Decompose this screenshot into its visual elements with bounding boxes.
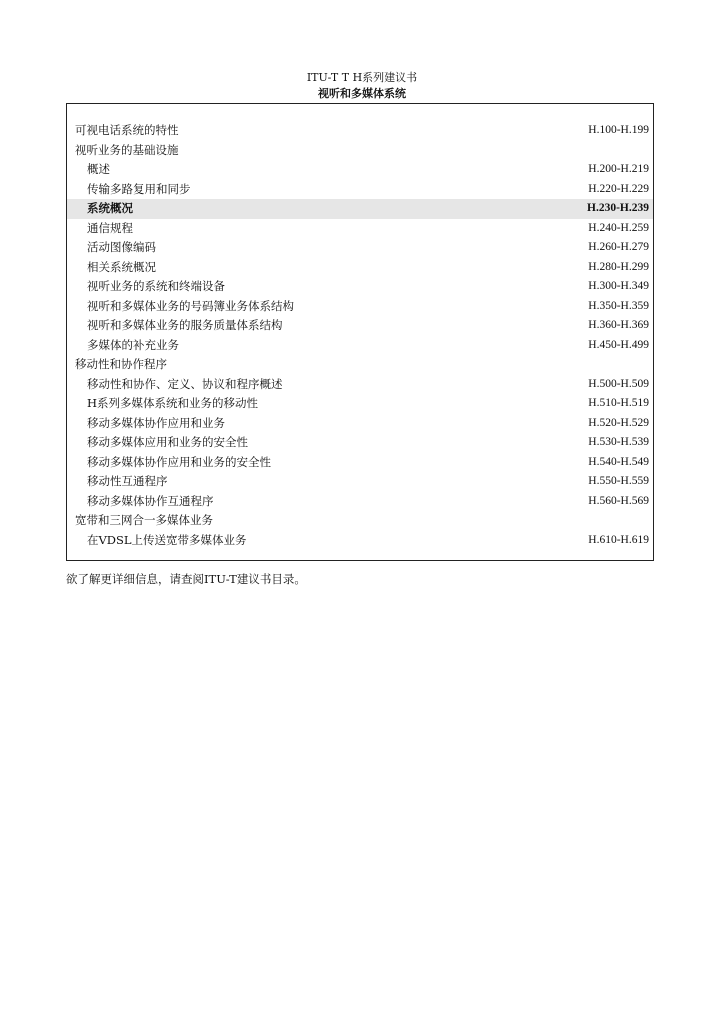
row-code: H.610-H.619 xyxy=(588,533,649,546)
page-header xyxy=(0,70,724,102)
row-label: 视听和多媒体业务的服务质量体系结构 xyxy=(87,318,283,332)
table-row xyxy=(67,472,653,492)
table-row xyxy=(67,531,653,551)
row-code: H.280-H.299 xyxy=(588,260,649,273)
row-label: 可视电话系统的特性 xyxy=(75,123,179,137)
row-code: H.560-H.569 xyxy=(588,494,649,507)
table-row xyxy=(67,492,653,512)
table-row xyxy=(67,121,653,141)
row-code: H.230-H.239 xyxy=(587,202,649,214)
series-subtitle: 视听和多媒体系统 xyxy=(318,87,406,100)
row-code: H.510-H.519 xyxy=(588,397,649,409)
table-row xyxy=(67,219,653,239)
row-code: H.500-H.509 xyxy=(588,377,649,390)
row-label: 移动性和协作、定义、协议和程序概述 xyxy=(87,376,283,391)
row-label: 相关系统概况 xyxy=(87,259,156,274)
table-row xyxy=(67,297,653,317)
row-label: 移动性互通程序 xyxy=(87,474,168,488)
row-code: H.200-H.219 xyxy=(588,163,649,175)
table-rows xyxy=(67,121,653,550)
table-row xyxy=(67,160,653,180)
row-label: 移动多媒体应用和业务的安全性 xyxy=(87,435,248,449)
table-row xyxy=(67,258,653,278)
footer-note: 欲了解更详细信息，请查阅ITU-T建议书目录。 xyxy=(66,572,306,586)
row-label: 传输多路复用和同步 xyxy=(87,181,191,196)
row-code: H.220-H.229 xyxy=(588,182,649,195)
table-row xyxy=(67,316,653,336)
table-row xyxy=(67,453,653,473)
row-code: H.450-H.499 xyxy=(588,338,649,351)
row-code: H.350-H.359 xyxy=(588,299,649,312)
row-label: 视听和多媒体业务的号码簿业务体系结构 xyxy=(87,298,294,313)
row-label: 活动图像编码 xyxy=(87,240,156,254)
row-label: 通信规程 xyxy=(87,220,133,235)
table-row xyxy=(67,141,653,161)
table-row xyxy=(67,238,653,258)
row-code: H.240-H.259 xyxy=(588,221,649,234)
row-label: 视听业务的基础设施 xyxy=(75,142,179,157)
row-code: H.260-H.279 xyxy=(588,241,649,253)
row-label: 在VDSL上传送宽带多媒体业务 xyxy=(87,532,247,547)
table-row xyxy=(67,433,653,453)
row-label: 多媒体的补充业务 xyxy=(87,337,179,352)
table-row xyxy=(67,414,653,434)
row-label: H系列多媒体系统和业务的移动性 xyxy=(87,396,259,410)
table-row xyxy=(67,355,653,375)
row-label: 移动多媒体协作应用和业务的安全性 xyxy=(87,454,271,469)
recommendations-table xyxy=(66,103,654,561)
row-label: 概述 xyxy=(87,162,110,176)
row-code: H.540-H.549 xyxy=(588,455,649,468)
row-code: H.300-H.349 xyxy=(588,280,649,292)
table-row xyxy=(67,199,653,219)
row-label: 移动性和协作程序 xyxy=(75,357,167,371)
row-label: 系统概况 xyxy=(87,201,133,215)
row-label: 视听业务的系统和终端设备 xyxy=(87,279,225,293)
row-code: H.520-H.529 xyxy=(588,416,649,429)
table-row xyxy=(67,336,653,356)
table-row xyxy=(67,511,653,531)
table-row xyxy=(67,277,653,297)
row-code: H.530-H.539 xyxy=(588,436,649,448)
series-title: ITU-T T H系列建议书 xyxy=(306,71,418,84)
row-code: H.360-H.369 xyxy=(588,319,649,331)
row-code: H.550-H.559 xyxy=(588,475,649,487)
table-row xyxy=(67,375,653,395)
table-row xyxy=(67,180,653,200)
row-code: H.100-H.199 xyxy=(588,124,649,136)
row-label: 宽带和三网合一多媒体业务 xyxy=(75,513,213,527)
row-label: 移动多媒体协作应用和业务 xyxy=(87,415,225,430)
row-label: 移动多媒体协作互通程序 xyxy=(87,493,214,508)
table-row xyxy=(67,394,653,414)
